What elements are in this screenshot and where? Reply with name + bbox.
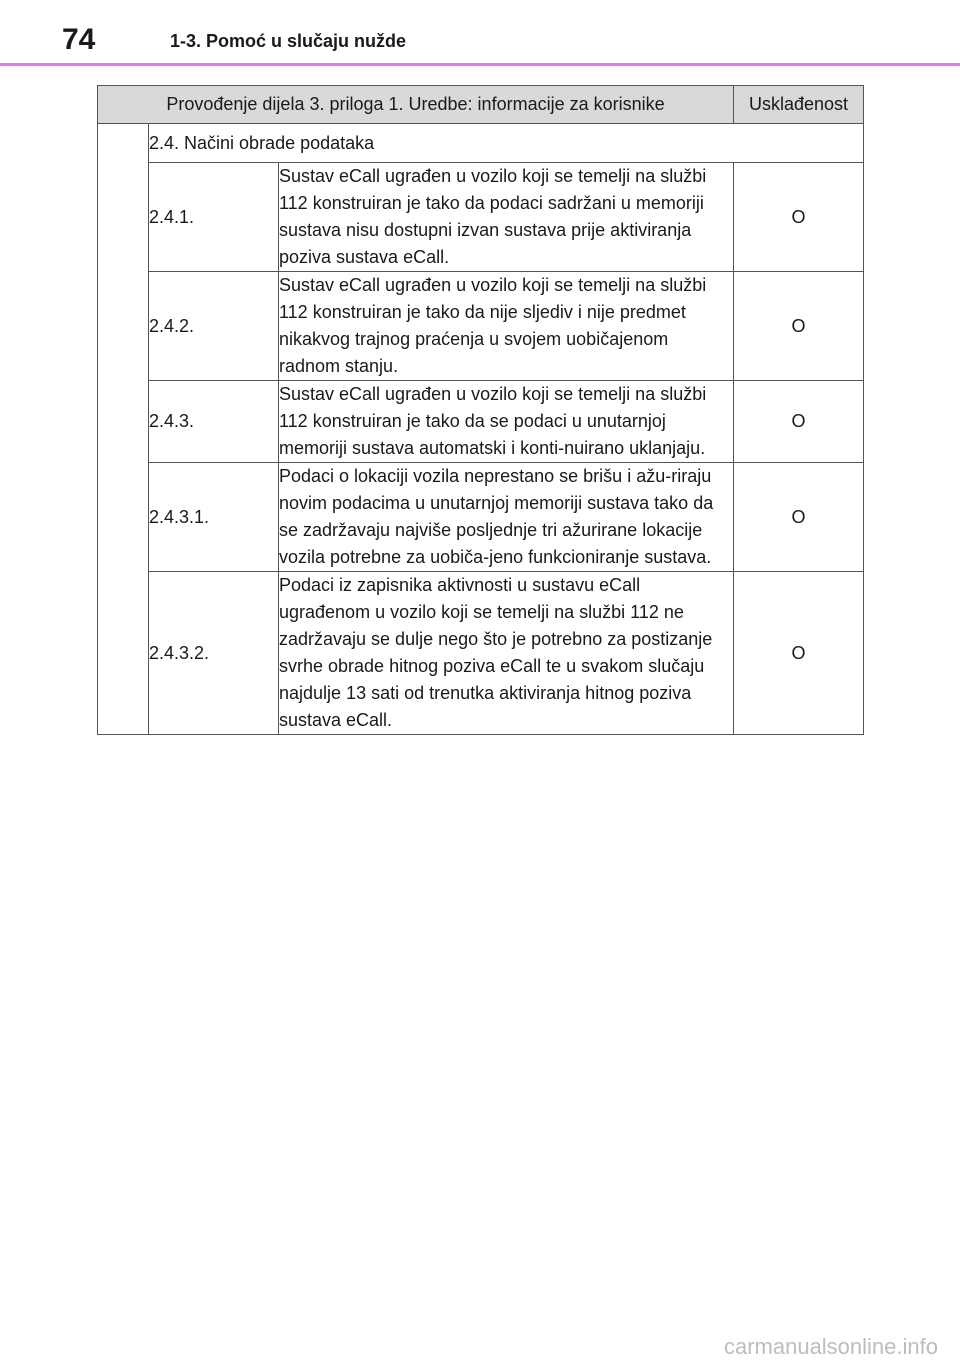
row-number: 2.4.3. [149, 381, 279, 463]
row-number: 2.4.3.2. [149, 572, 279, 735]
row-compliance: O [734, 572, 864, 735]
page-header [0, 0, 960, 64]
row-text: Sustav eCall ugrađen u vozilo koji se temelji na službi 112 konstruiran je tako da podaci sadržani u memoriji sustava nisu dostupni izvan sustava prije aktiviranja poziva sustava eCall. [279, 163, 734, 272]
row-number: 2.4.2. [149, 272, 279, 381]
table-row [98, 163, 864, 272]
row-compliance: O [734, 272, 864, 381]
subheading-cell: 2.4. Načini obrade podataka [149, 124, 864, 163]
row-text: Podaci o lokaciji vozila neprestano se brišu i ažu-riraju novim podacima u unutarnjoj memoriji sustava tako da se zadržavaju najviše posljednje tri ažurirane lokacije vozila potrebne za uobiča-jeno funkcioniranje sustava. [279, 463, 734, 572]
row-number: 2.4.3.1. [149, 463, 279, 572]
table-header-row [98, 86, 864, 124]
watermark-text: carmanualsonline.info [723, 1334, 938, 1359]
section-title: 1-3. Pomoć u slučaju nužde [170, 31, 407, 51]
regulation-table [97, 85, 864, 735]
row-number: 2.4.1. [149, 163, 279, 272]
table-row [98, 272, 864, 381]
column-header-compliance: Usklađenost [734, 86, 864, 124]
row-compliance: O [734, 163, 864, 272]
row-compliance: O [734, 381, 864, 463]
row-text: Sustav eCall ugrađen u vozilo koji se temelji na službi 112 konstruiran je tako da nije sljediv i nije predmet nikakvog trajnog praćenja u svojem uobičajenom radnom stanju. [279, 272, 734, 381]
column-header-implementation: Provođenje dijela 3. priloga 1. Uredbe: informacije za korisnike [98, 86, 734, 124]
header-divider [0, 63, 960, 66]
table-row [98, 572, 864, 735]
table-row [98, 463, 864, 572]
row-text: Podaci iz zapisnika aktivnosti u sustavu eCall ugrađenom u vozilo koji se temelji na službi 112 ne zadržavaju se dulje nego što je potrebno za postizanje svrhe obrade hitnog poziva eCall te u svakom slučaju najdulje 13 sati od trenutka aktiviranja hitnog poziva sustava eCall. [279, 572, 734, 735]
page-number: 74 [62, 23, 96, 56]
row-text: Sustav eCall ugrađen u vozilo koji se temelji na službi 112 konstruiran je tako da se podaci u unutarnjoj memoriji sustava automatski i konti-nuirano uklanjaju. [279, 381, 734, 463]
table-row [98, 381, 864, 463]
blank-indent-cell [98, 124, 149, 735]
table-subheading-row [98, 124, 864, 163]
row-compliance: O [734, 463, 864, 572]
